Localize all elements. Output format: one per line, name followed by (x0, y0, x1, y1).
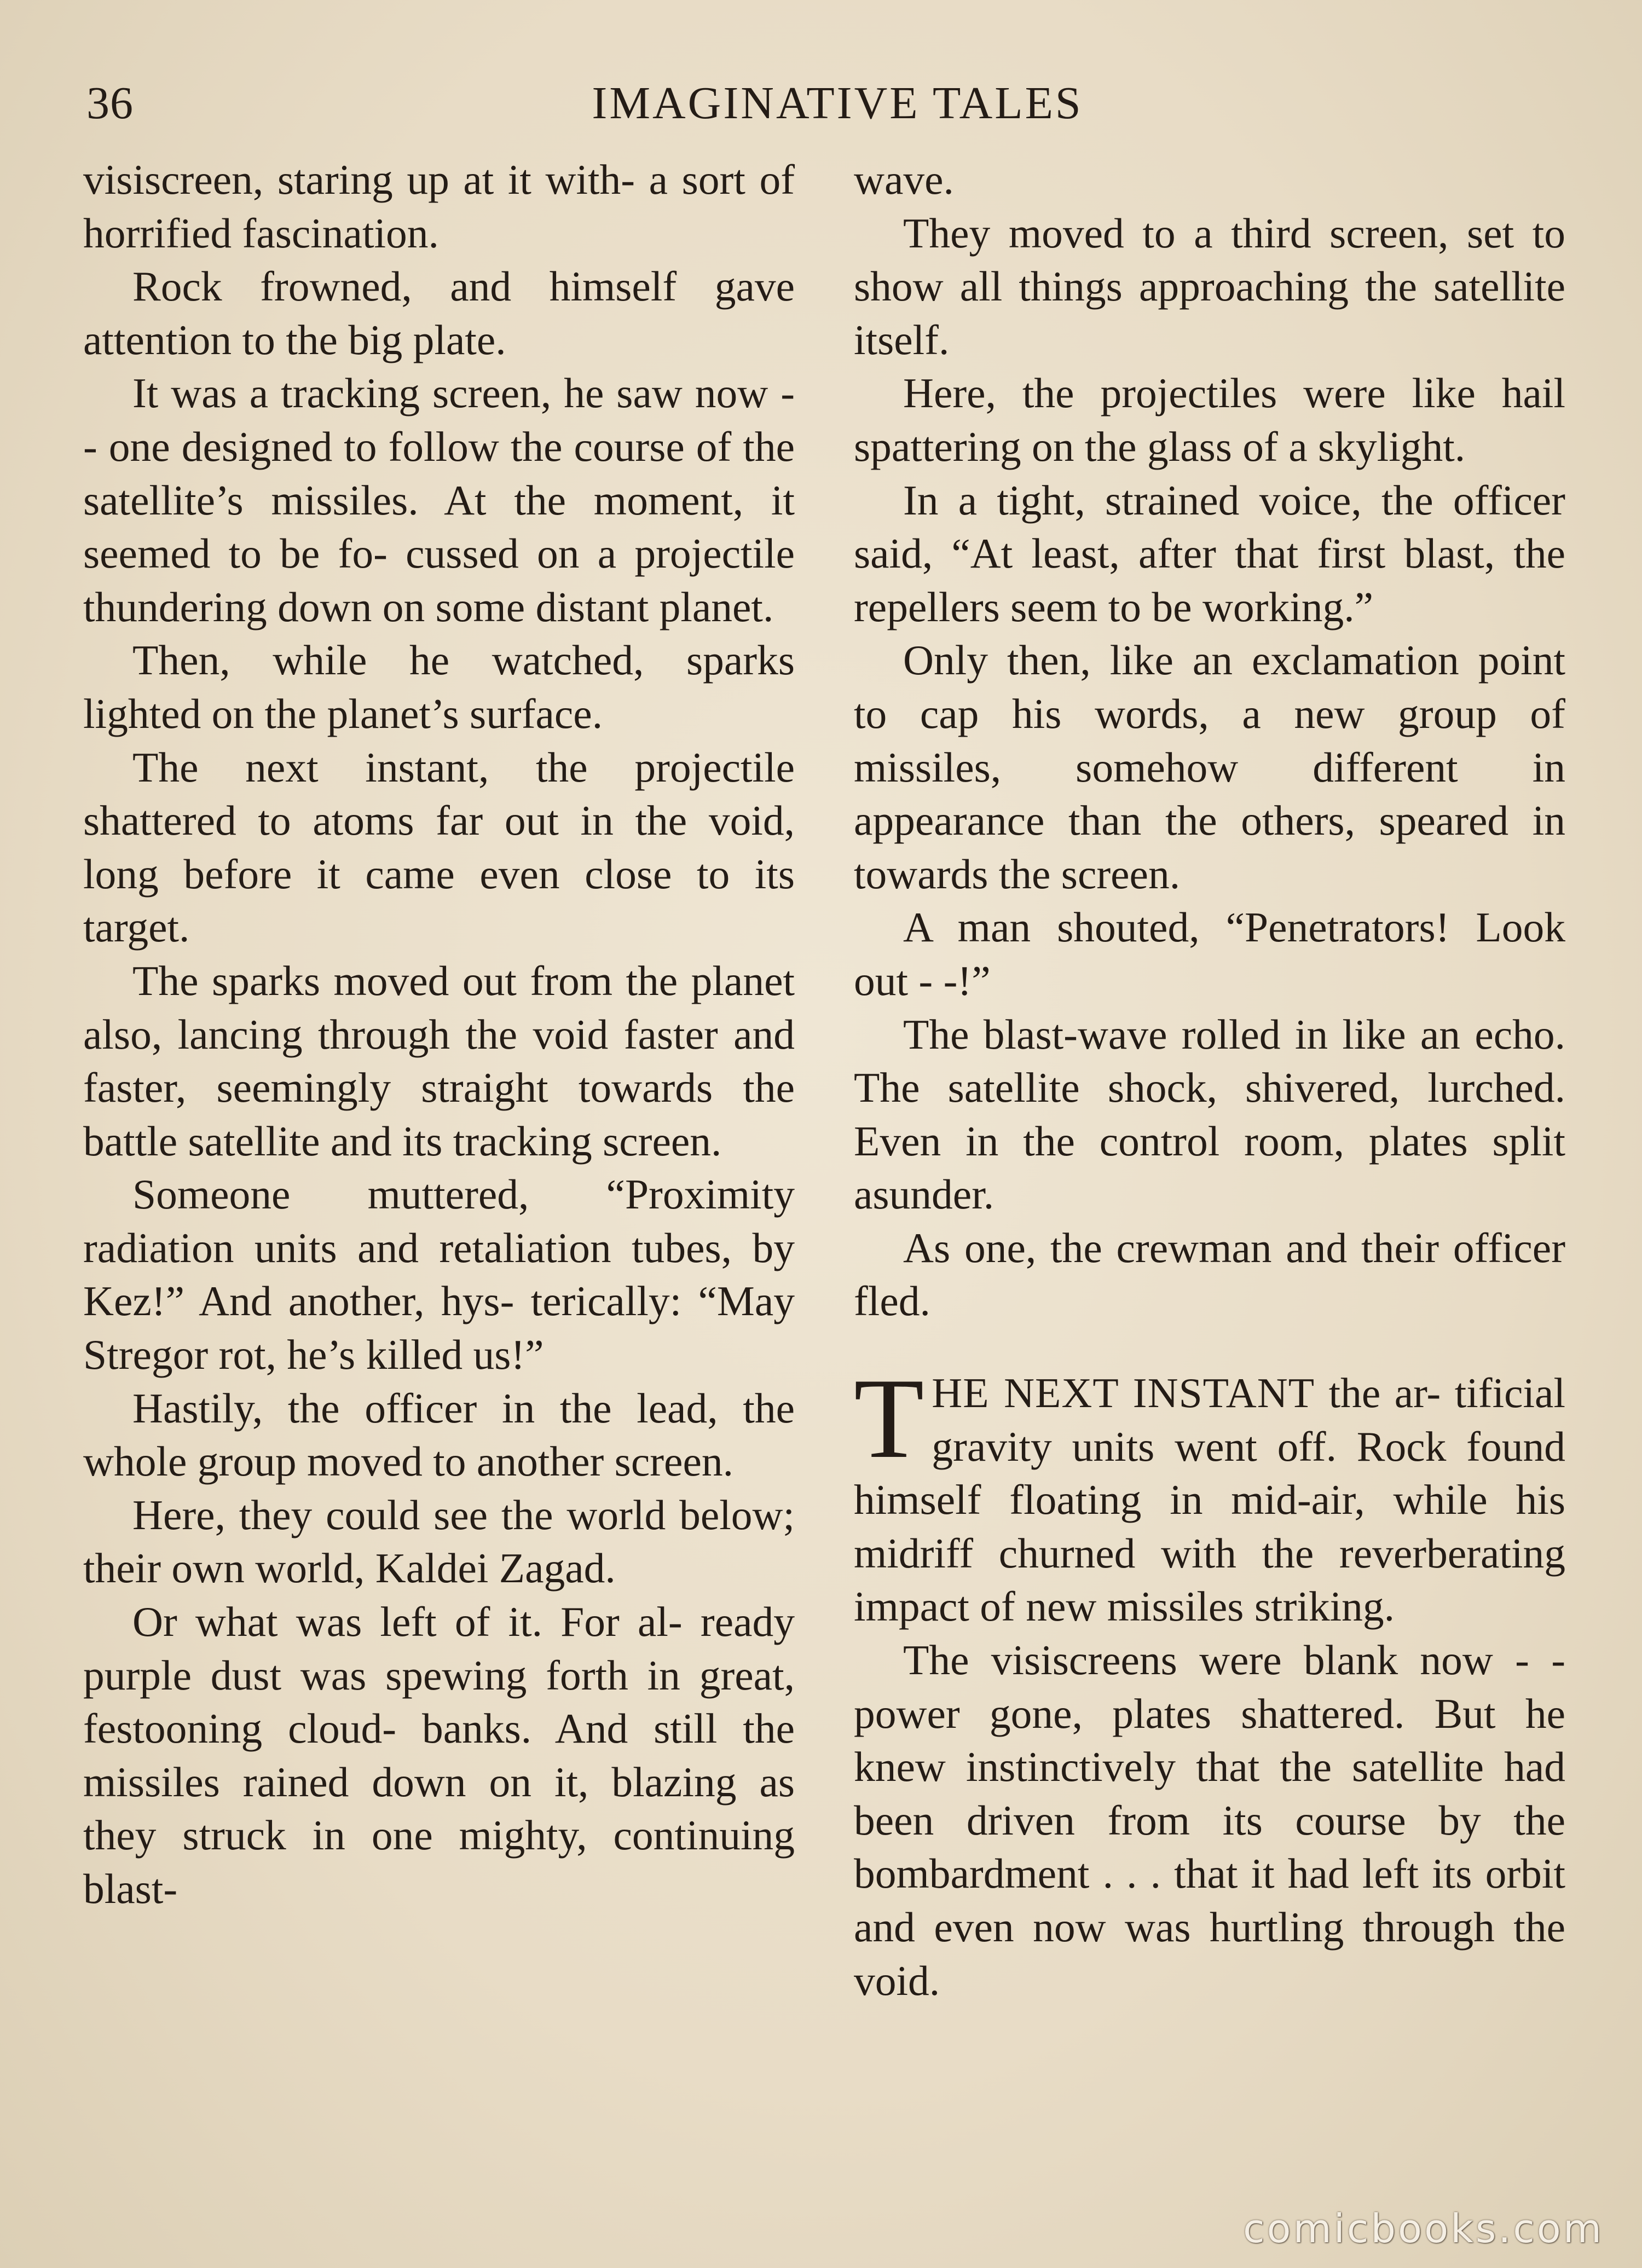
paragraph: Hastily, the officer in the lead, the whole group moved to another screen. (83, 1384, 795, 1485)
paragraph: Or what was left of it. For al- ready purple dust was spewing forth in great, festooning cloud- banks. And still the missiles rained down on it, blazing as they struck in one mighty, continuing blast- (83, 1598, 795, 1912)
page-header (82, 71, 1560, 131)
watermark: comicbooks.com (1242, 2206, 1604, 2252)
section-paragraph-text: the ar- tificial gravity units went off. Rock found himself floating in mid-air, while his midriff churned with the reverberating impact of new missiles striking. (854, 1369, 1565, 1630)
section-opening-paragraph (854, 1355, 1565, 1634)
page-number: 36 (86, 78, 134, 129)
paragraph: The sparks moved out from the planet also, lancing through the void faster and faster, seemingly straight towards the battle satellite and its tracking screen. (83, 957, 795, 1165)
paragraph: Rock frowned, and himself gave attention to the big plate. (83, 263, 795, 363)
paragraph: visiscreen, staring up at it with- a sort of horrified fascination. (83, 156, 795, 257)
paragraph: The next instant, the projectile shattered to atoms far out in the void, long before it came even close to its target. (83, 743, 795, 951)
paragraph: Here, they could see the world below; their own world, Kaldei Zagad. (83, 1491, 795, 1592)
paragraph: It was a tracking screen, he saw now - - one designed to follow the course of the satellite’s missiles. At the moment, it seemed to be fo- cussed on a projectile thundering down on some distant planet. (83, 369, 795, 630)
paragraph: The blast-wave rolled in like an echo. The satellite shock, shivered, lurched. Even in the control room, plates split asunder. (854, 1010, 1565, 1218)
paragraph: They moved to a third screen, set to show all things approaching the satellite itself. (854, 209, 1565, 363)
paragraph-continuation: wave. (854, 156, 954, 203)
paragraph: A man shouted, “Penetrators! Look out - -!” (854, 904, 1565, 1004)
paragraph: Here, the projectiles were like hail spattering on the glass of a skylight. (854, 369, 1565, 470)
paragraph: Someone muttered, “Proximity radiation units and retaliation tubes, by Kez!” And another, hys- terically: “May Stregor rot, he’s killed us!” (83, 1171, 795, 1379)
paragraph: Then, while he watched, sparks lighted on the planet’s surface. (83, 637, 795, 737)
paragraph: In a tight, strained voice, the officer said, “At least, after that first blast, the repellers seem to be working.” (854, 476, 1565, 630)
paragraph: The visiscreens were blank now - - power gone, plates shattered. But he knew instinctively that the satellite had been driven from its course by the bombardment . . . that it had left its orbit and even now was hurtling through the void. (854, 1636, 1565, 2004)
paragraph: Only then, like an exclamation point to cap his words, a new group of missiles, somehow different in appearance than the others, speared in towards the screen. (854, 637, 1565, 898)
running-title: IMAGINATIVE TALES (592, 78, 1083, 129)
section-lead-words: HE NEXT INSTANT (932, 1369, 1315, 1417)
left-column (83, 153, 795, 1916)
drop-cap: T (854, 1355, 924, 1483)
right-column (854, 153, 1565, 2007)
paragraph: As one, the crewman and their officer fled. (854, 1224, 1565, 1325)
